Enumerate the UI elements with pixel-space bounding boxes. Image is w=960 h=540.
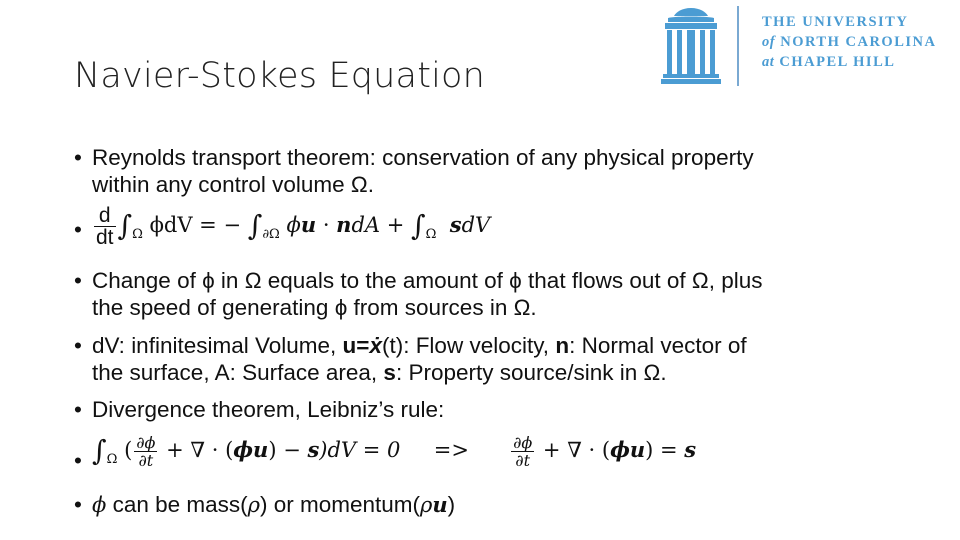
unc-logo [660,6,956,86]
logo-wordmark: THE UNIVERSITY of NORTH CAROLINA at CHAPEL HILL [762,14,937,70]
slide-title: Navier-Stokes Equation [74,56,486,96]
old-well-icon [660,6,722,86]
logo-divider [737,6,739,86]
